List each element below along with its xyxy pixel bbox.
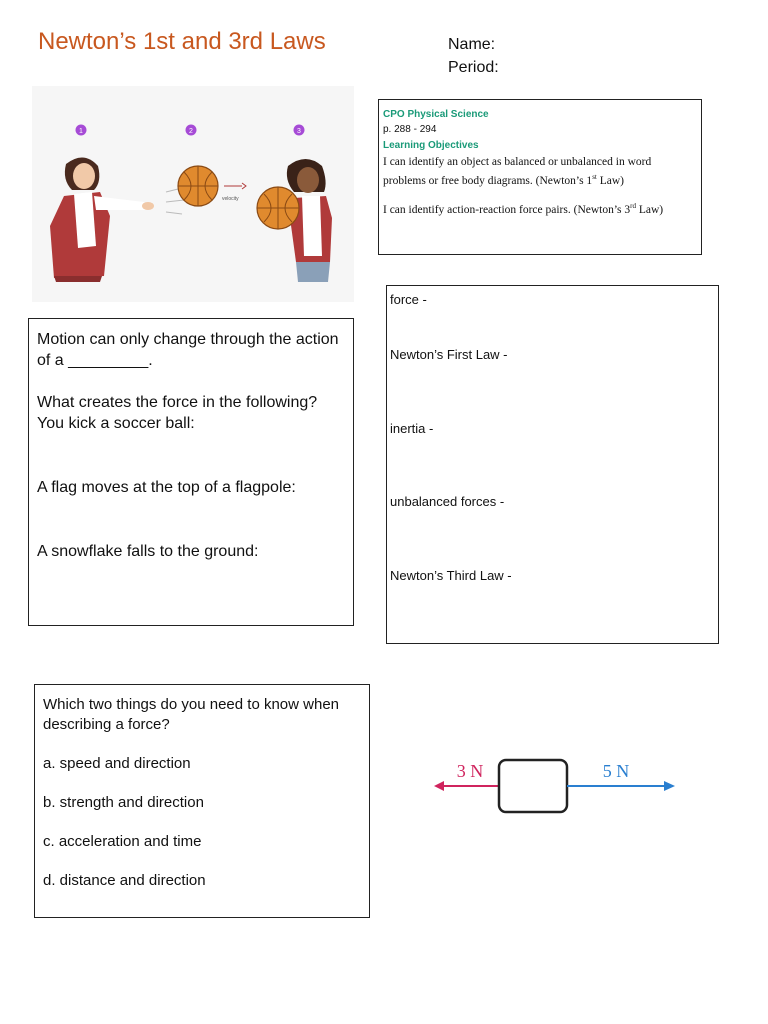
question-2a: You kick a soccer ball: — [37, 415, 195, 432]
vocab-term: Newton’s First Law - — [390, 347, 508, 362]
multiple-choice-box — [34, 684, 370, 918]
period-label: Period: — [448, 59, 499, 76]
basketball-pass-illustration — [32, 86, 354, 302]
question-2: What creates the force in the following? — [37, 394, 318, 411]
page-range: p. 288 - 294 — [383, 124, 437, 135]
objectives-heading: Learning Objectives — [383, 140, 479, 151]
page-title: Newton’s 1st and 3rd Laws — [38, 28, 326, 55]
mc-option: a. speed and direction — [43, 755, 191, 772]
vocab-term: Newton’s Third Law - — [390, 568, 512, 583]
force-questions-box — [28, 318, 354, 626]
right-arrowhead-icon — [664, 781, 675, 791]
svg-text:1: 1 — [79, 128, 83, 135]
step-marker — [76, 125, 87, 136]
objective-1: I can identify an object as balanced or unbalanced in word problems or free body diagrams. (Newton’s 1st Law) — [383, 156, 652, 187]
name-label: Name: — [448, 36, 496, 53]
question-2b: A flag moves at the top of a flagpole: — [37, 479, 296, 496]
svg-text:3: 3 — [297, 128, 301, 135]
mc-option: d. distance and direction — [43, 872, 206, 889]
mc-option: b. strength and direction — [43, 794, 204, 811]
left-force-label: 3 N — [456, 761, 484, 781]
question-2c: A snowflake falls to the ground: — [37, 543, 259, 560]
vocab-term: inertia - — [390, 421, 434, 436]
book-title: CPO Physical Science — [383, 109, 489, 120]
vocabulary-box — [386, 285, 719, 644]
free-body-diagram — [420, 740, 700, 830]
step-marker — [294, 125, 305, 136]
object-box — [499, 760, 567, 812]
left-arrowhead-icon — [434, 781, 444, 791]
mc-question: Which two things do you need to know when describing a force? — [43, 696, 340, 733]
learning-objectives-box — [378, 99, 702, 255]
mc-option: c. acceleration and time — [43, 833, 202, 850]
right-force-label: 5 N — [602, 761, 630, 781]
vocab-term: unbalanced forces - — [390, 494, 505, 509]
basketball-flying — [178, 166, 218, 206]
vocab-term: force - — [390, 292, 427, 307]
question-1: Motion can only change through the action of a _________. — [37, 331, 339, 369]
objective-2: I can identify action-reaction force pairs. (Newton’s 3rd Law) — [383, 201, 664, 216]
velocity-caption: velocity — [222, 196, 239, 202]
step-marker — [186, 125, 197, 136]
svg-text:2: 2 — [189, 128, 193, 135]
